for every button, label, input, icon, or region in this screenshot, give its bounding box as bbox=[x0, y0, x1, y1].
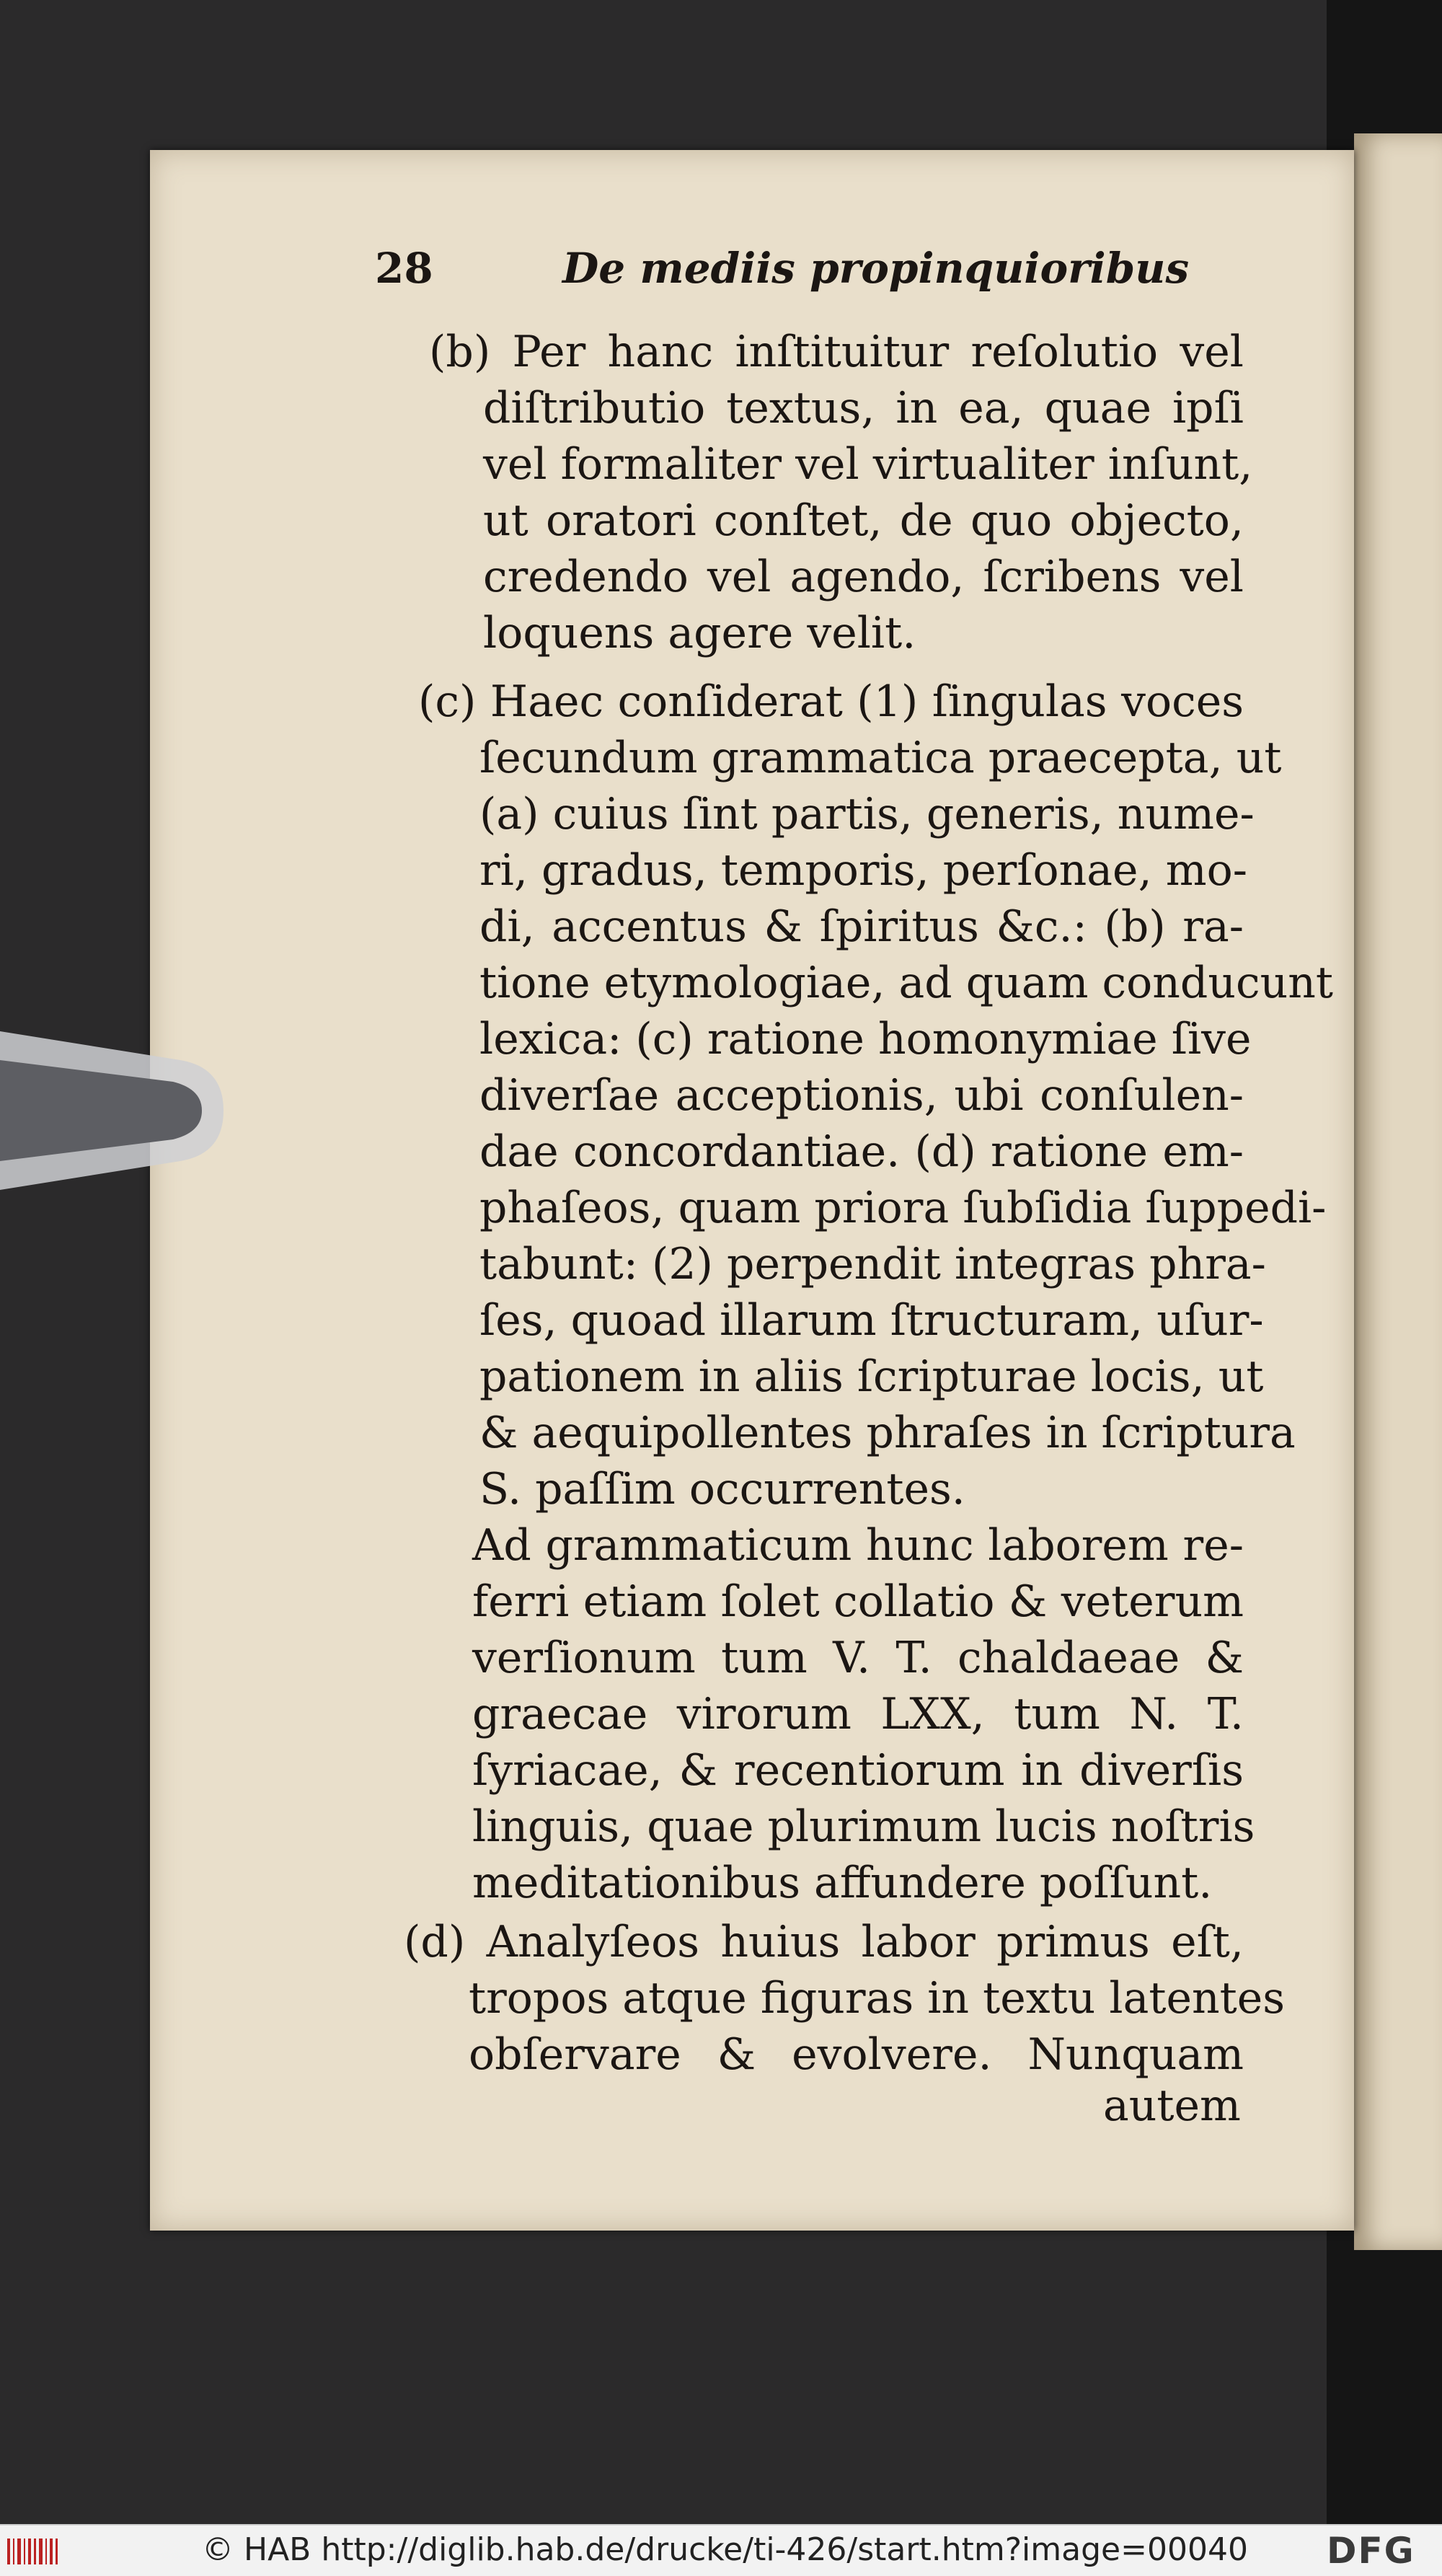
text-line: tione etymologiae, ad quam conducunt bbox=[479, 958, 1333, 1008]
page-number: 28 bbox=[375, 244, 433, 293]
text-line: di, accentus & ſpiritus &c.: (b) ra- bbox=[479, 901, 1244, 952]
text-line: (a) cuius ſint partis, generis, nume- bbox=[479, 789, 1255, 839]
source-citation-link[interactable]: © HAB http://diglib.hab.de/drucke/ti-426/start.htm?image=00040 bbox=[202, 2531, 1248, 2568]
text-line: ut oratori conſtet, de quo objecto, bbox=[483, 495, 1244, 546]
viewer-footer bbox=[0, 2524, 1442, 2576]
text-line: (b) Per hanc inſtituitur reſolutio vel bbox=[429, 327, 1244, 377]
text-line: ſyriacae, & recentiorum in diverſis bbox=[472, 1745, 1244, 1796]
text-line: diverſae acceptionis, ubi conſulen- bbox=[479, 1070, 1244, 1121]
text-line: (d) Analyſeos huius labor primus eſt, bbox=[404, 1917, 1244, 1967]
text-line: dae concordantiae. (d) ratione em- bbox=[479, 1126, 1244, 1177]
text-line: loquens agere velit. bbox=[483, 608, 916, 658]
text-line: meditationibus affundere poſſunt. bbox=[472, 1858, 1213, 1908]
text-line: Ad grammaticum hunc laborem re- bbox=[472, 1520, 1244, 1571]
text-line: vel formaliter vel virtualiter inſunt, bbox=[483, 439, 1253, 490]
text-line: obſervare & evolvere. Nunquam bbox=[469, 2029, 1244, 2080]
catchword: autem bbox=[1103, 2081, 1241, 2131]
text-line: & aequipollentes phraſes in ſcriptura bbox=[479, 1408, 1296, 1458]
running-title: De mediis propinquioribus bbox=[562, 244, 1190, 293]
text-line: ri, gradus, temporis, perſonae, mo- bbox=[479, 845, 1247, 896]
text-line: ferri etiam ſolet collatio & veterum bbox=[472, 1576, 1244, 1627]
text-line: lexica: (c) ratione homonymiae ſive bbox=[479, 1014, 1252, 1064]
running-header bbox=[375, 244, 1240, 301]
text-line: tropos atque figuras in textu latentes bbox=[469, 1973, 1286, 2024]
text-line: linguis, quae plurimum lucis noſtris bbox=[472, 1801, 1255, 1852]
text-line: phaſeos, quam priora ſubſidia ſuppedi- bbox=[479, 1183, 1327, 1233]
dfg-logo: DFG bbox=[1327, 2530, 1415, 2572]
text-line: (c) Haec conſiderat (1) ſingulas voces bbox=[418, 676, 1244, 727]
barcode-icon bbox=[6, 2536, 62, 2567]
text-line: graecae virorum LXX, tum N. T. bbox=[472, 1689, 1244, 1739]
text-line: credendo vel agendo, ſcribens vel bbox=[483, 552, 1244, 602]
text-line: ſecundum grammatica praecepta, ut bbox=[479, 733, 1282, 783]
text-line: tabunt: (2) perpendit integras phra- bbox=[479, 1239, 1266, 1289]
text-line: ſes, quoad illarum ſtructuram, uſur- bbox=[479, 1295, 1264, 1346]
text-line: verſionum tum V. T. chaldaeae & bbox=[472, 1633, 1244, 1683]
text-line: diſtributio textus, in ea, quae ipſi bbox=[483, 383, 1244, 433]
text-line: S. paſſim occurrentes. bbox=[479, 1464, 965, 1514]
text-line: pationem in aliis ſcripturae locis, ut bbox=[479, 1351, 1264, 1402]
